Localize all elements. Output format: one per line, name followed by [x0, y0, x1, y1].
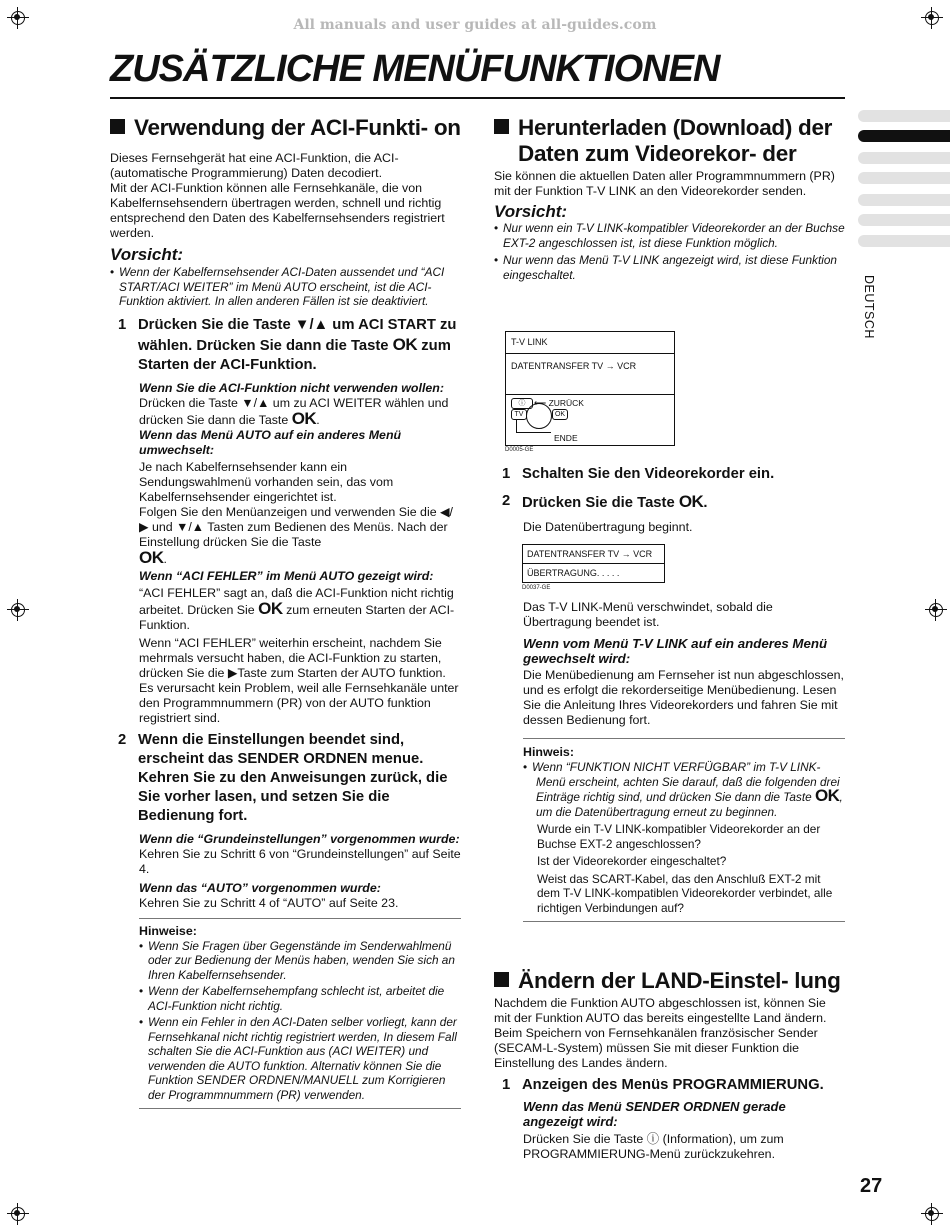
check-item: Weist das SCART-Kabel, das den Anschluß EXT-2 mit dem T-V LINK-kompatiblen Videorekorder verbindet, alle richtigen Verbindungen auf? [537, 871, 833, 915]
page-title: ZUSÄTZLICHE MENÜFUNKTIONEN [110, 48, 720, 90]
note-item: • Wenn der Kabelfernsehempfang schlecht ist, arbeitet die ACI-Funktion nicht richtig. [139, 984, 461, 1013]
caution-item: • Nur wenn das Menü T-V LINK angezeigt wird, ist diese Funktion eingeschaltet. [494, 253, 845, 282]
subheading: Wenn die “Grundeinstellungen” vorgenommen wurde: [139, 831, 460, 846]
back-label: ZURÜCK [548, 398, 584, 408]
caution-title: Vorsicht: [110, 245, 184, 264]
check-item: Ist der Videorekorder eingeschaltet? [537, 854, 727, 868]
tv-button-icon: TV [511, 409, 527, 420]
transfer-status-box: DATENTRANSFER TV → VCR ÜBERTRAGUNG. . . . . [522, 544, 665, 583]
land-section: Ändern der LAND-Einstel- lung Nachdem die Funktion AUTO abgeschlossen ist, können Sie mit der Funktion AUTO das bereits eingestellte Land ändern. Beim Speichern von Fernsehkanälen französischer Sender (SECAM-L-System) müssen Sie mit dieser Funktion die Einstellung des Landes ändern. 1 Anzeigen des Menüs PROGRAMMIERUNG. Wenn das Menü SENDER ORDNEN gerade angezeigt wird: Drücken Sie die Taste ⓘ (Information), um zum PROGRAMMIERUNG-Menü zurückzukehren. [494, 968, 845, 1162]
section-tab [858, 110, 950, 122]
right-column-notes: Das T-V LINK-Menü verschwindet, sobald die Übertragung beendet ist. Wenn vom Menü T-V LINK auf ein anderes Menü gewechselt wird: Die Menübedienung am Fernseher ist nun abgeschlossen, und es erfolgt die rekorderseitige Menübedienung. Lesen Sie die Anleitung Ihres Videorekorders und fahren Sie mit dessen Bedienung fort. Hinweis: • Wenn “FUNKTION NICHT VERFÜGBAR” im T-V LINK-Menü erscheint, achten Sie darauf, daß die folgenden drei Einträge richtig sind, und drücken Sie dann die Taste OK, um die Datenübertragung erneut zu beginnen. Wurde ein T-V LINK-kompatibler Videorekorder an der Buchse EXT-2 angeschlossen? Ist der Videorekorder eingeschaltet? Weist das SCART-Kabel, das den Anschluß EXT-2 mit dem T-V LINK-kompatiblen Videorekorder verbindet, alle richtigen Verbindungen auf? [523, 600, 845, 922]
section-heading-aci: Verwendung der ACI-Funkti- on [110, 115, 461, 141]
section-heading-download: Herunterladen (Download) der Daten zum Videorekor- der [494, 115, 845, 167]
page-number: 27 [860, 1175, 883, 1197]
tv-link-menu-illustration: T-V LINK DATENTRANSFER TV → VCR ⓘ ⟵ ZURÜCK TV OK ENDE [505, 331, 675, 446]
notes-title: Hinweise: [139, 923, 197, 938]
section-heading-land: Ändern der LAND-Einstel- lung [494, 968, 845, 994]
crop-mark [925, 599, 947, 621]
watermark: All manuals and user guides at all-guides.com [293, 17, 657, 33]
step-1: 1 Anzeigen des Menüs PROGRAMMIERUNG. [502, 1077, 824, 1093]
note-title: Hinweis: [523, 745, 574, 759]
title-divider [110, 97, 845, 99]
subheading: Wenn vom Menü T-V LINK auf ein anderes Menü gewechselt wird: [523, 636, 828, 666]
intro-paragraph: Sie können die aktuellen Daten aller Programmnummern (PR) mit der Funktion T-V LINK an den Videorekorder senden. [494, 169, 835, 198]
subheading: Wenn das “AUTO” vorgenommen wurde: [139, 880, 381, 895]
language-label: DEUTSCH [862, 275, 876, 339]
intro-paragraph: Dieses Fernsehgerät hat eine ACI-Funktion, die ACI- (automatische Programmierung) Daten decodiert. [110, 151, 399, 180]
right-column [494, 115, 845, 282]
caution-item: • Nur wenn ein T-V LINK-kompatibler Videorekorder an der Buchse EXT-2 angeschlossen ist, ist diese Funktion möglich. [494, 221, 845, 250]
section-tab [858, 172, 950, 184]
left-column: Verwendung der ACI-Funkti- on Dieses Fernsehgerät hat eine ACI-Funktion, die ACI- (automatische Programmierung) Daten decodiert. Mit der ACI-Funktion können alle Fernsehkanäle, die von Kabelfernsehsendern übertragen werden, schnell und richtig entsprechend den Daten des Kabelfernsehsenders registriert werden. Vorsicht: • Wenn der Kabelfernsehsender ACI-Daten aussendet und “ACI START/ACI WEITER” im Menü AUTO erscheint, ist die ACI-Funktion aktiviert. In allen anderen Fällen ist sie deaktiviert. 1 Drücken Sie die Taste ▼/▲ um ACI START zu wählen. Drücken Sie dann die Taste OK zum Starten der ACI-Funktion. Wenn Sie die ACI-Funktion nicht verwenden wollen: Drücken die Taste ▼/▲ um zu ACI WEITER wählen und drücken Sie dann die Taste OK. Wenn das Menü AUTO auf ein anderes Menü umwechselt: Je nach Kabelfernsehsender kann ein Sendungswahlmenü vorhanden sein, das vom Kabelfernsehsender eingerichtet ist. Folgen Sie den Menüanzeigen und verwenden Sie die ◀/▶ und ▼/▲ Tasten zum Bedienen des Menüs. Nach der Einstellung drücken Sie die Taste OK. Wenn “ACI FEHLER” im Menü AUTO gezeigt wird: “ACI FEHLER” sagt an, daß die ACI-Funktion nicht richtig arbeitet. Drücken Sie OK zum erneuten Starten der ACI-Funktion. Wenn “ACI FEHLER” weiterhin erscheint, nachdem Sie mehrmals versucht haben, die ACI-Funktion zu starten, drücken Sie die ▶Taste zum Starten der AUTO funktion. Es verursacht kein Problem, weil alle Fernsehkanäle unter den Programmnummern (PR) von der AUTO funktion registriert sind. 2 Wenn die Einstellungen beendet sind, erscheint das SENDER ORDNEN menue. Kehren Sie zu den Anweisungen zurück, die Sie vorher lasen, und setzen Sie die Bedienung fort. Wenn die “Grundeinstellungen” vorgenommen wurde: Kehren Sie zu Schritt 6 von “Grundeinstellungen” auf Seite 4. Wenn das “AUTO” vorgenommen wurde: Kehren Sie zu Schritt 4 of “AUTO” auf Seite 23. Hinweise: • Wenn Sie Fragen über Gegenstände im Senderwahlmenü oder zur Bedienung der Menüs haben, wenden Sie sich an Ihren Kabelfernsehsender. • Wenn der Kabelfernsehempfang schlecht ist, arbeitet die ACI-Funktion nicht richtig. • Wenn ein Fehler in den ACI-Daten selber vorliegt, kann der Fernsehkanal nicht richtig registriert werden, In diesem Fall schalten Sie die ACI-Funktion aus (ACI WEITER) und verwenden die AUTO funktion. Alternativ können Sie die Funktion SENDER ORDNEN/MANUELL zum Korrigieren der Programmnummern (PR) verwenden. [110, 115, 461, 1109]
section-tab [858, 152, 950, 164]
menu-row: DATENTRANSFER TV → VCR [511, 361, 637, 371]
section-tab-active [858, 130, 950, 142]
section-tab [858, 235, 950, 247]
end-label: ENDE [554, 433, 578, 443]
crop-mark [921, 1203, 943, 1225]
right-column-steps: 1 Schalten Sie den Videorekorder ein. 2 Drücken Sie die Taste OK. Die Datenübertragung beginnt. [494, 465, 845, 535]
info-icon: ⓘ [511, 398, 533, 409]
step-1: 1 Schalten Sie den Videorekorder ein. [502, 466, 775, 482]
check-item: Wurde ein T-V LINK-kompatibler Videorekorder an der Buchse EXT-2 angeschlossen? [537, 822, 821, 851]
section-tab [858, 214, 950, 226]
crop-mark [7, 599, 29, 621]
section-tab [858, 194, 950, 206]
note-item: • Wenn Sie Fragen über Gegenstände im Senderwahlmenü oder zur Bedienung der Menüs haben, wenden Sie sich an Ihren Kabelfernsehsender. [139, 939, 461, 983]
step-2: 2 Drücken Sie die Taste OK. [502, 492, 708, 511]
figure-code: D0005-GE [505, 447, 534, 453]
subheading: Wenn Sie die ACI-Funktion nicht verwenden wollen: [139, 380, 444, 395]
step-2: 2 Wenn die Einstellungen beendet sind, erscheint das SENDER ORDNEN menue. Kehren Sie zu den Anweisungen zurück, die Sie vorher lasen, und setzen Sie die Bedienung fort. [118, 731, 448, 824]
note-item: • Wenn ein Fehler in den ACI-Daten selber vorliegt, kann der Fernsehkanal nicht richtig registriert werden, In diesem Fall schalten Sie die ACI-Funktion aus (ACI WEITER) und verwenden die AUTO funktion. Alternativ können Sie die Funktion SENDER ORDNEN/MANUELL zum Korrigieren der Programmnummern (PR) verwenden. [139, 1015, 461, 1102]
step-1: 1 Drücken Sie die Taste ▼/▲ um ACI START zu wählen. Drücken Sie dann die Taste OK zum Starten der ACI-Funktion. [118, 316, 457, 373]
subheading: Wenn “ACI FEHLER” im Menü AUTO gezeigt wird: [139, 568, 434, 583]
figure-code: D0037-GE [522, 585, 551, 591]
dpad-icon [526, 403, 552, 429]
intro-paragraph: Mit der ACI-Funktion können alle Fernsehkanäle, die von Kabelfernsehsendern übertragen werden, schnell und richtig entsprechend den Daten des Kabelfernsehsenders registriert werden. [110, 181, 445, 240]
caution-item: • Wenn der Kabelfernsehsender ACI-Daten aussendet und “ACI START/ACI WEITER” im Menü AUTO erscheint, ist die ACI-Funktion aktiviert. In allen anderen Fällen ist sie deaktiviert. [110, 265, 461, 309]
ok-button-icon: OK [552, 409, 568, 420]
crop-mark [7, 1203, 29, 1225]
subheading: Wenn das Menü AUTO auf ein anderes Menü umwechselt: [139, 427, 402, 457]
subheading: Wenn das Menü SENDER ORDNEN gerade angezeigt wird: [523, 1099, 786, 1129]
caution-title: Vorsicht: [494, 202, 568, 221]
menu-title: T-V LINK [511, 337, 548, 347]
